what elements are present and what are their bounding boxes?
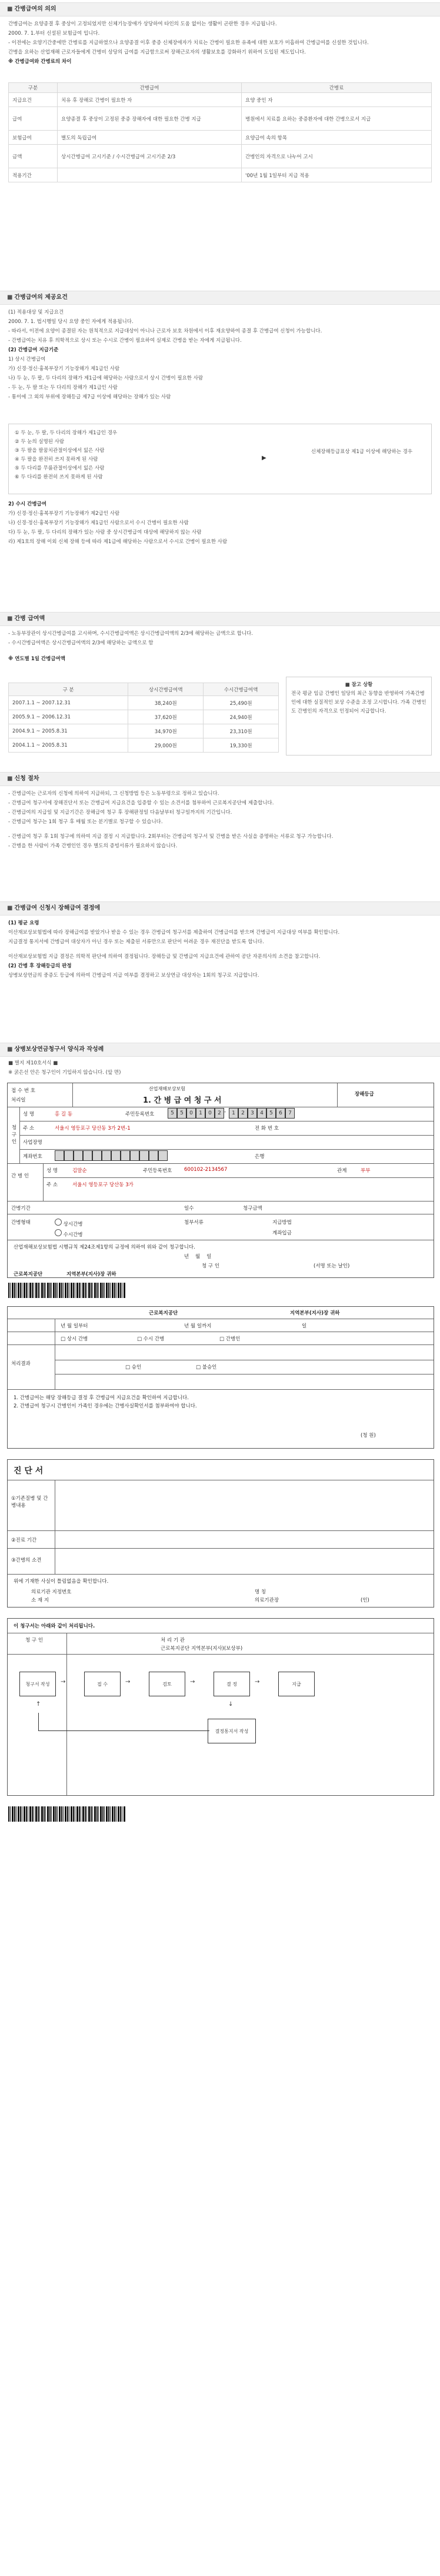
- account-digit-box[interactable]: [102, 1150, 111, 1161]
- paragraph: (2) 간병급여 지급기준: [8, 347, 59, 353]
- bank-label: 은행: [255, 1154, 265, 1160]
- process-date-label: 처리일: [11, 1097, 26, 1103]
- table-row: [9, 710, 279, 724]
- arrow-up-icon: ↑: [36, 1701, 41, 1708]
- flow-step-pay: 지급: [278, 1672, 315, 1696]
- paragraph: 가) 신경·정신·흉복부장기 기능장해가 제1급인 사람: [8, 366, 120, 372]
- claimant-sign-label: 청 구 인: [202, 1263, 220, 1269]
- section-title: 신청 절차: [14, 776, 39, 782]
- section-3-body: [8, 630, 432, 664]
- rrn-digit-box[interactable]: 4: [257, 1108, 266, 1119]
- account-digit-box[interactable]: [83, 1150, 92, 1161]
- section-title: 간병급여의 의의: [14, 6, 56, 12]
- criteria-item: ⑤ 두 다리를 무릎관절이상에서 잃은 사람: [15, 465, 105, 471]
- account-digit-box[interactable]: [139, 1150, 149, 1161]
- rrn-digit-box[interactable]: 0: [186, 1108, 196, 1119]
- table-cell: 2007.1.1 ~ 2007.12.31: [9, 696, 128, 710]
- table-cell: 2005.9.1 ~ 2006.12.31: [9, 710, 128, 724]
- comparison-table: [8, 82, 432, 182]
- section-title: 간병급여의 제공요건: [14, 294, 68, 301]
- days-label: 일수: [184, 1206, 194, 1212]
- arrow-icon: ▶: [262, 455, 266, 461]
- account-digit-box[interactable]: [74, 1150, 83, 1161]
- table-row: [9, 107, 432, 131]
- table-cell: 적용기간: [9, 168, 58, 182]
- arrow-down-icon: ↓: [228, 1701, 234, 1708]
- criteria-conclusion: 신체장해등급표상 제1급 이상에 해당하는 경우: [311, 449, 413, 455]
- form-caption: [8, 1059, 432, 1078]
- caregiver-name[interactable]: 김말순: [72, 1168, 87, 1174]
- account-digit-box[interactable]: [149, 1150, 158, 1161]
- phone-label: 전 화 번 호: [255, 1126, 279, 1131]
- section-disability-decision: ■ 간병급여 신청시 장해급여 결정에: [0, 901, 440, 916]
- table-row: [9, 738, 279, 753]
- claimant-name[interactable]: 홍 길 동: [55, 1111, 73, 1117]
- table-cell: 19,330원: [204, 738, 279, 753]
- paragraph: - 통이에 그 외의 부위에 장해등급 제7급 이상에 해당하는 장해가 있는 사람: [8, 394, 171, 400]
- branch-label: 지역본부(지사)장 귀하: [66, 1272, 116, 1277]
- table-cell: 2004.9.1 ~ 2005.8.31: [9, 724, 128, 738]
- section-title: 간병급여 신청시 장해급여 결정에: [14, 905, 101, 911]
- period-from: 년 월 일부터: [61, 1323, 88, 1329]
- form-number: ■ 별지 제10호서식 ■: [8, 1060, 58, 1066]
- paragraph: - 간병급여는 근로자의 신청에 의하여 지급하되, 그 신청방법 등은 노동부령으로 정하고 있습니다.: [8, 791, 219, 797]
- paragraph: - 이전에는 요양기간중에만 간병료를 지급하였으나 요양종결 이후 중증 신체장애자가 치료는 간병이 필요한 유족에 대한 보호가 미흡하여 간병급여를 신설한 것입니다.: [8, 40, 369, 46]
- form-grade-label: 장해등급: [355, 1091, 374, 1097]
- paragraph: (1) 평균 요령: [8, 920, 39, 926]
- flow-right-column: 근로복지공단 지역본부(지사)(보상부): [161, 1646, 243, 1652]
- paragraph: 가) 신경·정신·흉복부장기 기능장해가 제2급인 사람: [8, 511, 120, 517]
- disability-criteria-box: [8, 424, 432, 494]
- form-instruction: ※ 굵은선 안은 청구인이 기입하지 않습니다. (앞 면): [8, 1070, 121, 1076]
- rrn-label: 주민등록번호: [125, 1111, 155, 1117]
- hospital-address-label: 소 재 지: [31, 1597, 49, 1603]
- claimant-address[interactable]: 서울시 영등포구 당산동 3가 2번-1: [55, 1126, 131, 1131]
- arrow-right-icon: →: [255, 1679, 260, 1685]
- table-header-cell: 수시간병급여액: [204, 683, 279, 696]
- addressee-repeat: 근로복지공단: [149, 1310, 178, 1316]
- table-cell: 25,490원: [204, 696, 279, 710]
- table-cell: 요양종결 후 중상이 고정된 중증 장해자에 대한 필요한 간병 지급: [58, 107, 242, 131]
- rrn-digit-box[interactable]: 6: [276, 1108, 285, 1119]
- table-cell: 23,310원: [204, 724, 279, 738]
- table-cell: 보험급여: [9, 131, 58, 145]
- relation-value[interactable]: 부부: [361, 1168, 371, 1174]
- table-cell: 치유 후 장해로 간병이 필요한 자: [58, 93, 242, 107]
- table-row: [9, 168, 432, 182]
- table-cell: 상시간병급여 고시기준 / 수시간병급여 고시기준 2/3: [58, 145, 242, 168]
- subheading: ※ 연도별 1일 간병급여액: [8, 656, 65, 662]
- paragraph: - 간병을 한 사람이 가족 간병인인 경우 별도의 증빙서류가 필요하지 않습니다.: [8, 843, 178, 849]
- paragraph: - 간병급여는 치유 후 의학적으로 상시 또는 수시로 간병이 필요하여 실제로 간병을 받는 자에게 지급됩니다.: [8, 338, 242, 344]
- treatment-period-label: ②진료 기간: [11, 1537, 37, 1543]
- rrn-digit-box[interactable]: 7: [285, 1108, 295, 1119]
- annual-rate-table: [8, 683, 279, 753]
- table-cell: 24,940원: [204, 710, 279, 724]
- company-label: 사업장명: [23, 1140, 42, 1146]
- caregiver-label: 간 병 인: [11, 1173, 29, 1179]
- period-days: 일: [302, 1323, 307, 1329]
- branch-repeat: 지역본부(지사)장 귀하: [290, 1310, 340, 1316]
- table-cell: 급여: [9, 107, 58, 131]
- form-title-small: 산업재해보상보험: [149, 1086, 185, 1091]
- flow-step-notice: 결정통지서 작성: [208, 1719, 256, 1743]
- account-digit-box[interactable]: [130, 1150, 139, 1161]
- caregiver-rrn[interactable]: 600102-2134567: [184, 1167, 228, 1173]
- paragraph: 나) 신경·정신·흉복부장기 기능장해가 제1급인 사람으로서 수시 간병이 필요한 사람: [8, 520, 189, 526]
- section-1-body: [8, 20, 432, 67]
- paragraph: (2) 간병 후 장해등급의 판정: [8, 963, 72, 969]
- paragraph: 지급결정 통지서에 간병급여 대상자가 아닌 경우 또는 제출된 서류만으로 판단이 어려운 경우 재진단을 받도록 합니다.: [8, 939, 264, 945]
- paragraph: 이산재보상보험법에 따라 장해급여를 받았거나 받을 수 있는 경우 간병급여 청구서를 제출하여 간병급여를 받으며 간병급여 지급대상 여부를 확인합니다.: [8, 930, 340, 936]
- paragraph: 2) 수시 간병급여: [8, 501, 46, 507]
- paragraph: 2000. 7. 1. 법시행일 당시 요양 중인 자에게 적용됩니다.: [8, 319, 134, 325]
- declaration-text: 산업재해보상보험법 시행규칙 제24조제1항의 규정에 의하여 위와 같이 청구합니다.: [14, 1244, 195, 1250]
- section-4-body: [8, 790, 432, 851]
- section-5-body: [8, 919, 432, 981]
- paragraph: 라) 제1호의 장해 이외 신체 장해 등에 따라 제1급에 해당하는 사람으로서 수시로 간병이 필요한 사람: [8, 539, 228, 545]
- approved-option[interactable]: □ 승인: [125, 1364, 142, 1370]
- table-cell: [58, 168, 242, 182]
- table-cell: 금액: [9, 145, 58, 168]
- account-label: 계좌번호: [23, 1154, 42, 1160]
- result-label: 처리결과: [11, 1361, 31, 1367]
- paragraph: - 간병급여의 지급일 및 지급기간은 장해급여 청구 후 장해판정일 다음날부터 청구일까지의 기간입니다.: [8, 810, 232, 816]
- paragraph: 간병급여는 요양종결 후 중상이 고정되었지만 신체기능장애가 상당하여 타인의 도움 없이는 생활이 곤란한 경우 지급됩니다.: [8, 21, 277, 27]
- reception-label: 접 수 번 호: [11, 1088, 35, 1094]
- diagnosis-form: [7, 1459, 434, 1607]
- rrn-digit-box[interactable]: 1: [196, 1108, 205, 1119]
- table-header-cell: 간병료: [242, 83, 432, 93]
- table-cell: 병원에서 치료를 요하는 중증환자에 대한 간병으로서 지급: [242, 107, 432, 131]
- hospital-number-label: 의료기관 지정번호: [31, 1589, 72, 1595]
- paragraph: - 간병급여 청구는 1회 청구 후 매월 또는 분기별로 청구할 수 있습니다.: [8, 819, 163, 825]
- caregiver-address[interactable]: 서울시 영등포구 당산동 3가: [72, 1182, 134, 1188]
- criteria-item: ② 두 눈의 실명된 사람: [15, 439, 65, 445]
- address-label: 주 소: [23, 1126, 35, 1131]
- type-label: 간병형태: [11, 1220, 31, 1226]
- table-header-cell: 구 분: [9, 683, 128, 696]
- rrn-digit-box[interactable]: 5: [177, 1108, 186, 1119]
- table-cell: 37,620원: [128, 710, 204, 724]
- barcode-image: [8, 1806, 126, 1822]
- check-regular[interactable]: □ 상시 간병: [61, 1336, 88, 1342]
- section-caregiving-requirements: ■ 간병급여의 제공요건: [0, 291, 440, 305]
- period-to: 년 월 일까지: [184, 1323, 212, 1329]
- table-header-cell: 상시간병급여액: [128, 683, 204, 696]
- rrn-digit-box[interactable]: 1: [229, 1108, 238, 1119]
- rrn-digit-box[interactable]: 5: [168, 1108, 177, 1119]
- criteria-item: ④ 두 팔을 완전히 쓰지 못하게 된 사람: [15, 457, 98, 462]
- account-digit-box[interactable]: [121, 1150, 130, 1161]
- flow-step-receive: 접 수: [84, 1672, 121, 1696]
- paragraph: - 수시간병급여액은 상시간병급여액의 2/3에 해당하는 금액으로 함: [8, 640, 154, 646]
- bank-detail-label: 계좌입금: [272, 1230, 292, 1236]
- paragraph: - 노동부장관이 상시간병급여를 고시하며, 수시간병급여액은 상시간병급여액의 2/3에 해당하는 금액으로 합니다.: [8, 631, 253, 637]
- arrow-right-icon: →: [190, 1679, 195, 1685]
- paragraph: 2000. 7. 1.부터 신설된 보험급여 입니다.: [8, 31, 100, 36]
- table-header-row: [9, 83, 432, 93]
- flow-heading: 이 청구서는 아래와 같이 처리됩니다.: [14, 1623, 95, 1629]
- table-row: [9, 131, 432, 145]
- table-cell: 별도의 독립급여: [58, 131, 242, 145]
- paragraph: 이산재보상보험법 지급 결정은 의학적 판단에 의하여 결정됩니다. 장해등급 및 간병급여 지급요건에 관하여 공단 자문의사의 소견을 참고합니다.: [8, 954, 321, 960]
- attached-label: 첨부서류: [184, 1220, 204, 1226]
- hospital-name-label: 명 칭: [255, 1589, 266, 1595]
- section-title: 상병보상연금청구서 양식과 작성례: [14, 1046, 104, 1053]
- period-label: 간병기간: [11, 1206, 31, 1212]
- paragraph: 상병보상연금의 중증도 등급에 의하여 간병급여 지급 여부를 결정하고 보상연금 대상자는 1회의 청구로 지급합니다.: [8, 973, 259, 979]
- existing-disease-label: ①기존질병 및 간병내용: [11, 1496, 48, 1509]
- paragraph: - 두 눈, 두 팔 또는 두 다리의 장해가 제1급인 사람: [8, 385, 118, 391]
- form-note: 1. 간병급여는 해당 장해등급 결정 후 간병급여 지급요건을 확인하여 지급합니다.: [14, 1395, 189, 1401]
- type-option-occasional[interactable]: 수시간병: [55, 1229, 83, 1238]
- section-application-procedure: ■ 신청 절차: [0, 772, 440, 786]
- note-title: ■ 참고 상황: [345, 682, 373, 688]
- rrn-separator: -: [224, 1109, 226, 1115]
- caregiving-claim-form: 접 수 번 호 처리일 산업재해보상보험 1. 간 병 급 여 청 구 서 장해등급 청 구 인 성 명 홍 길 동 주민등록번호 5 5 0 1 0 2 1 2 3 4 5 6 7 - 주 소 서울시 영등포구 당산동 3가 2번-1 전 화 번 호 사업장명 계좌번호 은행 간 병 인 성 명 김말순 주민등록번호 600102-2134567 관계 부부 주 소 서울시 영등포구 당산동 3가 간병기간 일수 청구금액 간병형태 상시간병 수시간병 첨부서류 지급방법 계좌입금 산업재해보상보험법 시행규칙 제24조제1항의 규정에 의하여 위와 같이 청구합니다. 년 월 일 청 구 인 (서명 또는 날인) 근로복지공단 지역본부(지사)장 귀하: [7, 1083, 434, 1278]
- account-digit-box[interactable]: [111, 1150, 121, 1161]
- amount-label: 청구금액: [243, 1206, 262, 1212]
- criteria-item: ③ 두 팔을 팔꿈치관절이상에서 잃은 사람: [15, 448, 105, 454]
- check-occasional[interactable]: □ 수시 간병: [137, 1336, 165, 1342]
- flow-step-review: 검토: [149, 1672, 185, 1696]
- section-2-body-continued: [8, 500, 432, 547]
- paragraph: - 간병급여 청구서에 장해진단서 또는 간병급여 지급요건을 입증할 수 있는 소견서를 첨부하여 근로복지공단에 제출합니다.: [8, 800, 274, 806]
- criteria-item: ① 두 눈, 두 팔, 두 다리의 장해가 제1급인 경우: [15, 430, 118, 436]
- form-sign: (청 원): [361, 1433, 376, 1439]
- flow-step-write: 청구서 작성: [19, 1672, 56, 1696]
- flow-step-decide: 결 정: [214, 1672, 250, 1696]
- rrn-digit-box[interactable]: 3: [248, 1108, 257, 1119]
- table-row: [9, 145, 432, 168]
- subheading: ※ 간병급여와 간병료의 차이: [8, 59, 72, 65]
- arrow-right-icon: →: [125, 1679, 131, 1685]
- account-digit-box[interactable]: [64, 1150, 74, 1161]
- table-cell: 2004.1.1 ~ 2005.8.31: [9, 738, 128, 753]
- account-digit-box[interactable]: [92, 1150, 102, 1161]
- process-flow: [7, 1618, 434, 1796]
- flow-left-column: 청 구 인: [25, 1638, 44, 1643]
- rrn-digit-box[interactable]: 2: [238, 1108, 248, 1119]
- table-row: [9, 724, 279, 738]
- table-cell: '00년 1월 1일부터 지급 적용: [242, 168, 432, 182]
- table-cell: 간병인의 자격으로 나누어 고시: [242, 145, 432, 168]
- barcode-image: [8, 1283, 126, 1298]
- processing-section: [7, 1306, 434, 1449]
- paragraph: (1) 적용대상 및 지급요건: [8, 309, 64, 315]
- flow-process-label: 처 리 기 관: [161, 1638, 185, 1643]
- hospital-head-label: 의료기관장: [255, 1597, 279, 1603]
- section-2-body: [8, 308, 432, 402]
- table-row: [9, 93, 432, 107]
- table-cell: 29,000원: [128, 738, 204, 753]
- account-digit-box[interactable]: [55, 1150, 64, 1161]
- section-title: 간병 급여액: [14, 615, 45, 622]
- criteria-item: ⑥ 두 다리를 완전히 쓰지 못하게 된 사람: [15, 474, 103, 480]
- paragraph: 나) 두 눈, 두 팔, 두 다리의 장해가 제1급에 해당하는 사람으로서 상시 간병이 필요한 사람: [8, 375, 204, 381]
- name-label: 성 명: [23, 1111, 35, 1117]
- section-claim-form: ■ 상병보상연금청구서 양식과 작성례: [0, 1043, 440, 1057]
- caregiving-opinion-label: ③간병의 소견: [11, 1557, 42, 1563]
- paragraph: 간병을 요하는 산업재해 근로자들에게 간병비 상당의 급여를 지급함으로써 장해근로자의 생활보호를 강화하기 위하여 도입된 제도입니다.: [8, 49, 306, 55]
- table-header-cell: 구분: [9, 83, 58, 93]
- paragraph: 다) 두 눈, 두 팔, 두 다리의 장해가 있는 사람 중 상시간병급여 대상에 해당하지 않는 사람: [8, 530, 202, 535]
- table-row: [9, 696, 279, 710]
- paragraph: - 따라서, 이전에 요양이 종결된 자는 원칙적으로 지급대상이 아니나 근로자 보호 차원에서 이후 재요양하여 종결 후 간병급여 신청이 가능합니다.: [8, 328, 322, 334]
- rejected-option[interactable]: □ 불승인: [196, 1364, 217, 1370]
- paragraph: 1) 상시 간병급여: [8, 357, 46, 362]
- type-option-regular[interactable]: 상시간병: [55, 1219, 83, 1227]
- table-cell: 34,970원: [128, 724, 204, 738]
- paragraph: - 간병급여 청구 후 1회 청구에 의하여 지급 결정 시 지급합니다. 2회부터는 간병급여 청구서 및 간병을 받은 사실을 증명하는 서류로 청구 가능합니다.: [8, 834, 334, 840]
- diagnosis-title: 진 단 서: [14, 1466, 44, 1476]
- table-header-row: [9, 683, 279, 696]
- reference-note-box: [286, 677, 432, 756]
- rrn-digit-box[interactable]: 0: [205, 1108, 215, 1119]
- account-digit-box[interactable]: [158, 1150, 168, 1161]
- arrow-right-icon: →: [61, 1679, 66, 1685]
- table-cell: 38,240원: [128, 696, 204, 710]
- table-cell: 요양급여 속의 항목: [242, 131, 432, 145]
- sign-note: (서명 또는 날인): [314, 1263, 350, 1269]
- rrn-digit-box[interactable]: 5: [266, 1108, 276, 1119]
- confirm-text: 위에 기재한 사실이 틀림없음을 확인합니다.: [14, 1579, 109, 1585]
- pay-method-label: 지급방법: [272, 1220, 292, 1226]
- addressee: 근로복지공단: [14, 1272, 43, 1277]
- form-note: 2. 간병급여 청구시 간병인이 가족인 경우에는 간병사실확인서를 첨부하여야 합니다.: [14, 1403, 197, 1409]
- section-caregiving-amount: ■ 간병 급여액: [0, 612, 440, 626]
- check-caregiver[interactable]: □ 간병인: [219, 1336, 241, 1342]
- relation-label: 관계: [337, 1168, 347, 1174]
- seal-label: (인): [361, 1597, 369, 1603]
- table-header-cell: 간병급여: [58, 83, 242, 93]
- section-caregiving-meaning: ■ 간병급여의 의의: [0, 2, 440, 16]
- form-title: 1. 간 병 급 여 청 구 서: [143, 1096, 222, 1105]
- table-cell: 요양 중인 자: [242, 93, 432, 107]
- rrn-digit-box[interactable]: 2: [215, 1108, 224, 1119]
- table-cell: 지급요건: [9, 93, 58, 107]
- note-text: 전국 평균 임금 간병인 일당의 최근 동향을 반영하여 가족간병인에 대한 실질적인 보상 수준을 조정 고시합니다. 가족 간병인도 간병인의 자격으로 인정되어 지급합니다.: [291, 691, 426, 714]
